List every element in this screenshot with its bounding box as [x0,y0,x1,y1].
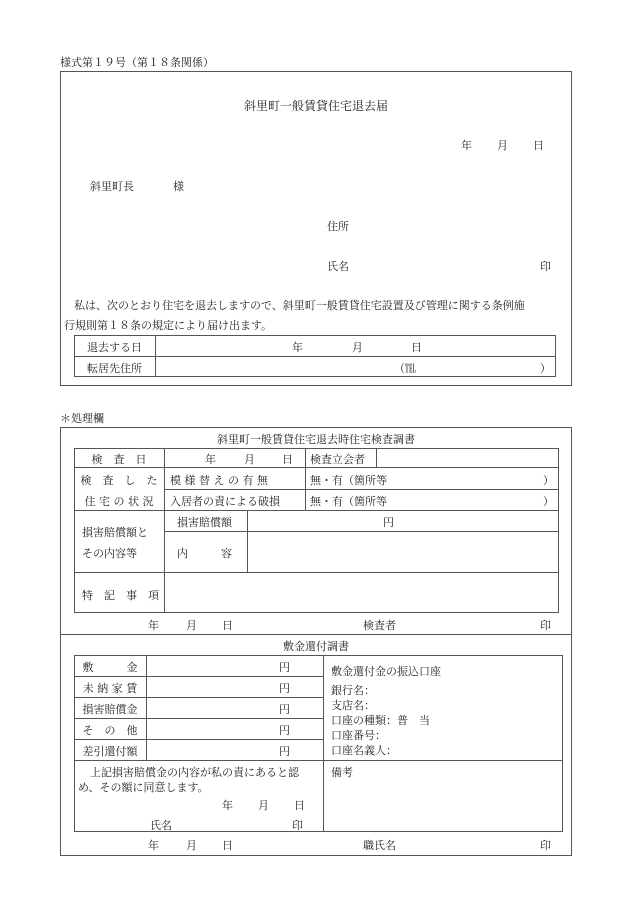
move-out-month: 月 [352,341,363,354]
col-divider [146,655,147,760]
remodel-label: 模 様 替 え の 有 無 [170,474,268,487]
row-divider [74,760,563,761]
col-divider [323,655,324,832]
consent-day: 日 [294,799,305,812]
inspection-footer-day: 日 [222,619,233,632]
section-divider [60,634,572,635]
consent-text-line-2: め、その額に同意します。 [78,781,209,794]
honorific: 様 [173,180,184,193]
inspection-month: 月 [244,453,255,466]
table-row-divider [74,356,556,357]
consent-name-label: 氏名 [150,819,172,832]
bank-label: 銀行名： [331,684,375,697]
body-text-line-1: 私は、次のとおり住宅を退去しますので、斜里町一般賃貸住宅設置及び管理に関する条例施 [74,299,525,312]
name-label: 氏名 [327,260,349,273]
compensation-amount-label: 損害賠償額 [177,516,232,529]
inspection-title: 斜里町一般賃貸住宅退去時住宅検査調書 [217,433,415,446]
row-divider [74,510,559,511]
deposit-row-unit: 円 [279,682,290,695]
consent-text-line-1: 上記損害賠償金の内容が私の責にあると認 [90,766,299,779]
deposit-row-label: 差引還付額 [82,745,138,758]
deposit-footer-year: 年 [148,839,159,852]
official-seal: 印 [540,839,551,852]
consent-month: 月 [258,799,269,812]
damage-label: 入居者の責による破損 [170,495,280,508]
row-divider [164,489,559,490]
row-divider [74,718,323,719]
inspection-date-label: 検 査 日 [91,453,147,466]
move-out-date-label: 退去する日 [87,341,142,354]
remarks-label: 備考 [331,766,353,779]
inspection-day: 日 [282,453,293,466]
account-number-label: 口座番号： [331,729,386,742]
processing-label: ＊処理欄 [60,412,104,425]
row-divider [164,531,559,532]
table-col-divider [155,335,156,377]
remodel-choice: 無・有（箇所等 [310,474,387,487]
move-out-year: 年 [292,341,303,354]
branch-label: 支店名： [331,699,375,712]
damage-choice-close: ） [543,495,554,508]
deposit-row-label: そ の 他 [82,724,138,737]
account-holder-label: 口座名義人： [331,744,397,757]
official-label: 職氏名 [363,839,396,852]
inspection-year: 年 [205,453,216,466]
tel-close: ） [540,362,551,375]
move-out-day: 日 [411,341,422,354]
addressee: 斜里町長 [90,180,134,193]
deposit-row-unit: 円 [279,703,290,716]
notice-title: 斜里町一般賃貸住宅退去届 [243,99,388,113]
new-address-label: 転居先住所 [87,362,142,375]
deposit-row-label: 未 納 家 賃 [82,682,138,695]
col-divider [164,448,165,613]
compensation-label-line-2: その内容等 [82,547,137,560]
row-divider [74,697,323,698]
deposit-footer-day: 日 [222,839,233,852]
inspection-footer-month: 月 [186,619,197,632]
address-label: 住所 [327,220,349,233]
remodel-choice-close: ） [543,474,554,487]
deposit-row-label: 敷 金 [82,661,138,674]
account-type-label: 口座の種類：普 当 [331,714,430,727]
row-divider [74,467,559,468]
deposit-row-label: 損害賠償金 [82,703,138,716]
account-title: 敷金還付金の振込口座 [331,665,441,678]
consent-seal: 印 [292,819,303,832]
col-divider [376,448,377,467]
date-year: 年 [461,139,472,152]
col-divider [305,448,306,467]
date-month: 月 [497,139,508,152]
row-divider [74,572,559,573]
deposit-row-unit: 円 [279,745,290,758]
deposit-row-unit: 円 [279,724,290,737]
body-text-line-2: 行規則第１８条の規定により届け出ます。 [64,319,273,332]
witness-label: 検査立会者 [310,453,365,466]
notes-label: 特 記 事 項 [82,589,159,602]
consent-year: 年 [222,799,233,812]
compensation-label-line-1: 損害賠償額と [82,526,148,539]
deposit-footer-month: 月 [186,839,197,852]
content-label: 内 容 [177,547,232,560]
col-divider [247,510,248,572]
inspection-footer-year: 年 [148,619,159,632]
tel-label: （℡ [394,362,416,375]
inspector-label: 検査者 [363,619,396,632]
deposit-title: 敷金還付調書 [283,640,349,653]
date-day: 日 [533,139,544,152]
row-divider [74,676,323,677]
form-number: 様式第１９号（第１８条関係） [60,56,214,69]
damage-choice: 無・有（箇所等 [310,495,387,508]
col-divider [305,467,306,510]
yen-unit: 円 [383,516,394,529]
deposit-row-unit: 円 [279,661,290,674]
inspector-seal: 印 [540,619,551,632]
deposit-table [74,655,563,832]
status-label-line-1: 検 査 し た [80,474,158,487]
seal-mark: 印 [540,260,551,273]
status-label-line-2: 住 宅 の 状 況 [84,495,154,508]
row-divider [74,739,323,740]
